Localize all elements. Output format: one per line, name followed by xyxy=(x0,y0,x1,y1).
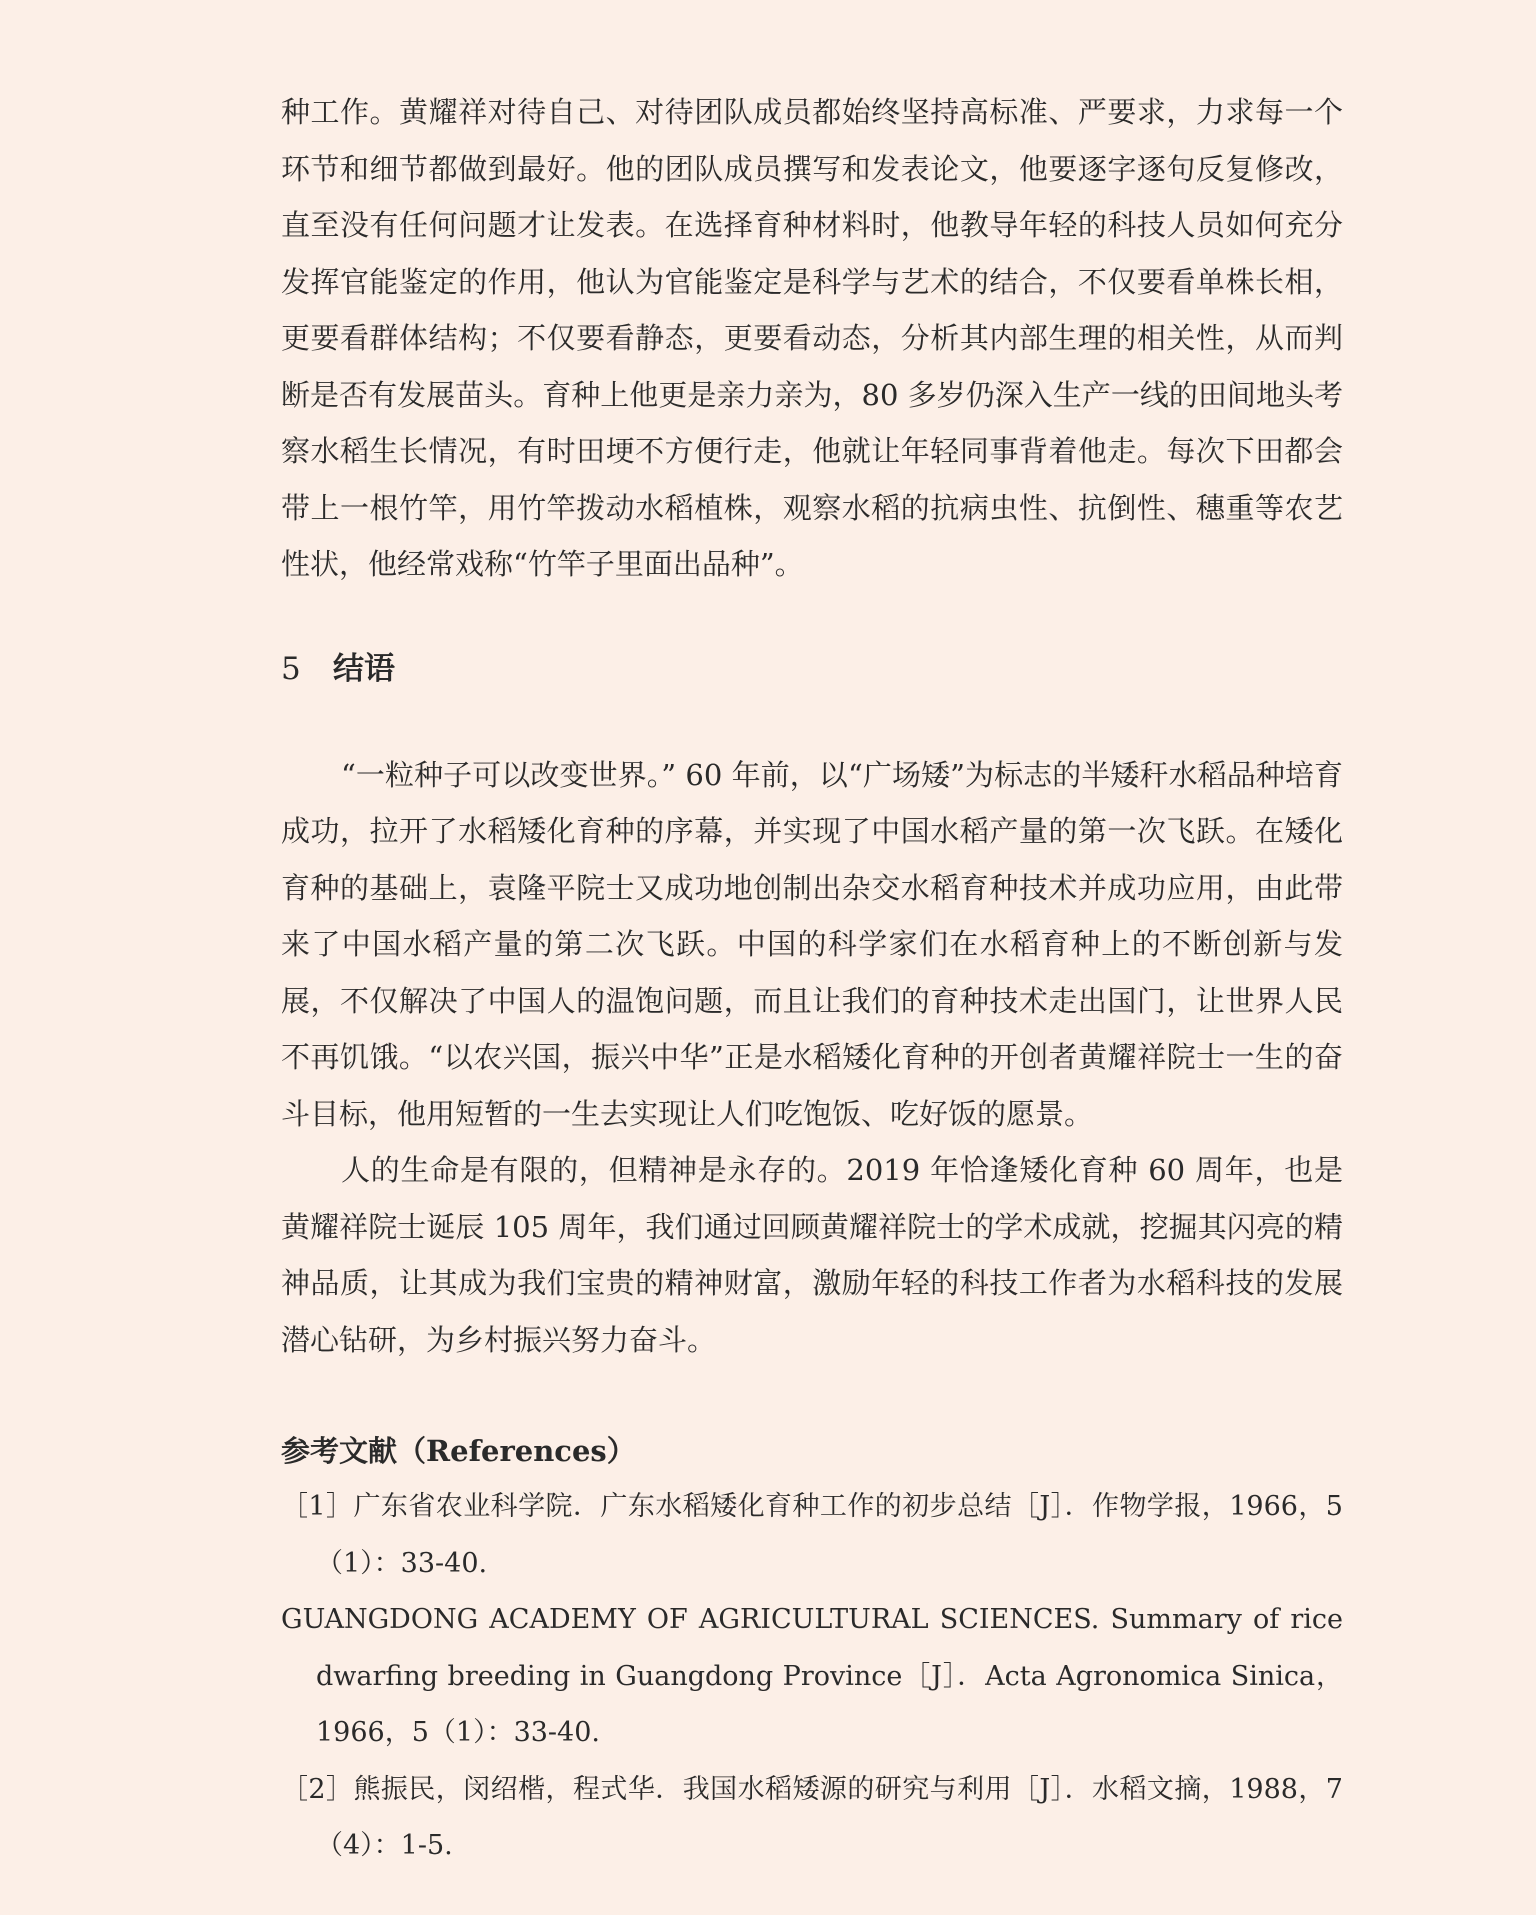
conclusion-paragraph: “一粒种子可以改变世界。” 60 年前，以“广场矮”为标志的半矮秆水稻品种培育成功，拉开了水稻矮化育种的序幕，并实现了中国水稻产量的第一次飞跃。在矮化育种的基础上，袁隆平院士又成功地创制出杂交水稻育种技术并成功应用，由此带来了中国水稻产量的第二次飞跃。中国的科学家们在水稻育种上的不断创新与发展，不仅解决了中国人的温饱问题，而且让我们的育种技术走出国门，让世界人民不再饥饿。“以农兴国，振兴中华”正是水稻矮化育种的开创者黄耀祥院士一生的奋斗目标，他用短暂的一生去实现让人们吃饱饭、吃好饭的愿景。 xyxy=(281,757,1343,1131)
references-heading-cn: 参考文献 xyxy=(281,1434,398,1468)
article-body xyxy=(281,84,1343,1875)
references-heading-en: （References） xyxy=(397,1434,636,1468)
conclusion-paragraph: 人的生命是有限的，但精神是永存的。2019 年恰逢矮化育种 60 周年，也是黄耀祥院士诞辰 105 周年，我们通过回顾黄耀祥院士的学术成就，挖掘其闪亮的精神品质，让其成为我们宝贵的精神财富，激励年轻的科技工作者为水稻科技的发展潜心钻研，为乡村振兴努力奋斗。 xyxy=(281,1153,1343,1357)
section-title: 结语 xyxy=(333,650,395,687)
reference-item: GUANGDONG ACADEMY OF AGRICULTURAL SCIENCES. Summary of rice dwarfing breeding in Guangdong Province［J］．Acta Agronomica Sinica，1966，5（1）：33-40. xyxy=(281,1604,1343,1748)
references-heading xyxy=(281,1423,1343,1479)
reference-item: ［2］熊振民，闵绍楷，程式华．我国水稻矮源的研究与利用［J］．水稻文摘，1988，7（4）：1-5. xyxy=(281,1773,1343,1861)
section-heading xyxy=(281,641,1343,697)
reference-item: ［1］广东省农业科学院．广东水稻矮化育种工作的初步总结［J］．作物学报，1966，5（1）：33-40. xyxy=(281,1491,1343,1579)
section-number: 5 xyxy=(281,650,301,687)
body-paragraph: 种工作。黄耀祥对待自己、对待团队成员都始终坚持高标准、严要求，力求每一个环节和细节都做到最好。他的团队成员撰写和发表论文，他要逐字逐句反复修改，直至没有任何问题才让发表。在选择育种材料时，他教导年轻的科技人员如何充分发挥官能鉴定的作用，他认为官能鉴定是科学与艺术的结合，不仅要看单株长相，更要看群体结构；不仅要看静态，更要看动态，分析其内部生理的相关性，从而判断是否有发展苗头。育种上他更是亲力亲为，80 多岁仍深入生产一线的田间地头考察水稻生长情况，有时田埂不方便行走，他就让年轻同事背着他走。每次下田都会带上一根竹竿，用竹竿拨动水稻植株，观察水稻的抗病虫性、抗倒性、穗重等农艺性状，他经常戏称“竹竿子里面出品种”。 xyxy=(281,95,1343,581)
